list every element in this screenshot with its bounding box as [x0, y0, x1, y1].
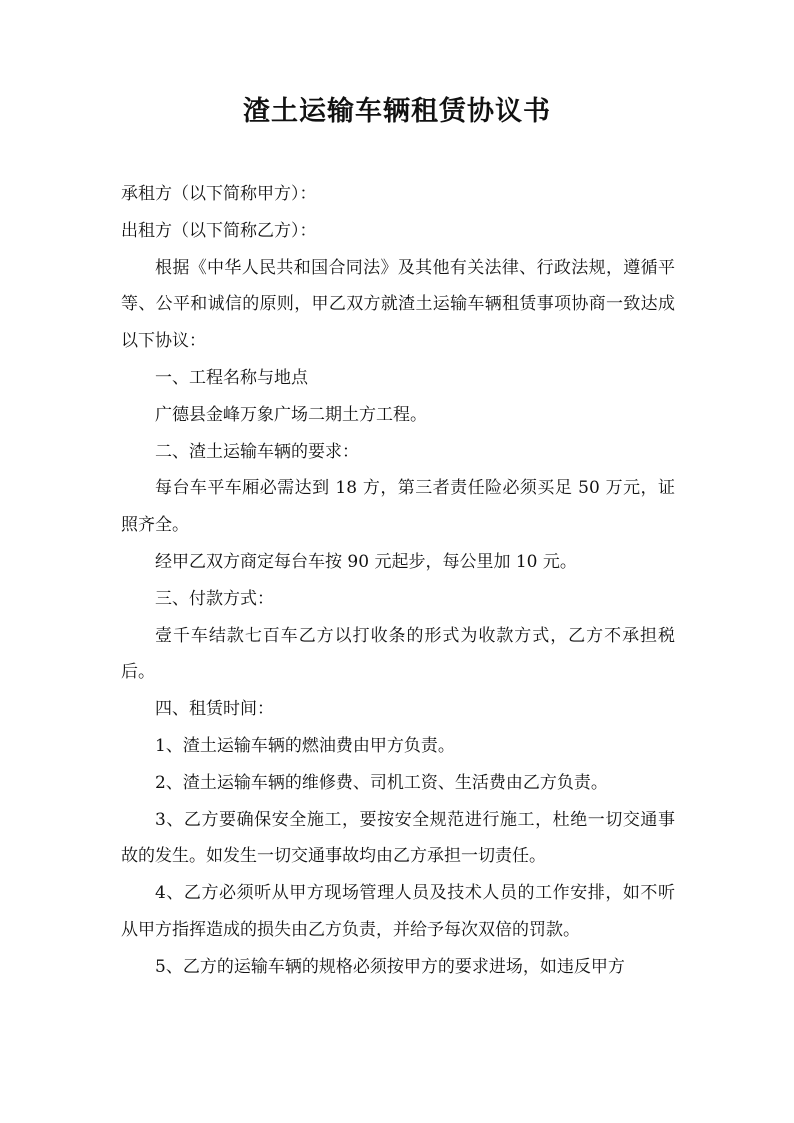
paragraph-vehicle-capacity: 每台车平车厢必需达到 18 方，第三者责任险必须买足 50 万元，证照齐全。 [121, 478, 675, 536]
clause-3-safety: 3、乙方要确保安全施工，要按安全规范进行施工，杜绝一切交通事故的发生。如发生一切交通事故均由乙方承担一切责任。 [121, 809, 675, 867]
paragraph-payment-terms: 壹千车结款七百车乙方以打收条的形式为收款方式，乙方不承担税后。 [121, 625, 675, 683]
paragraph-pricing: 经甲乙双方商定每台车按 90 元起步，每公里加 10 元。 [155, 551, 577, 572]
clause-1-fuel: 1、渣土运输车辆的燃油费由甲方负责。 [155, 735, 455, 756]
clause-2-maintenance: 2、渣土运输车辆的维修费、司机工资、生活费由乙方负责。 [155, 772, 608, 793]
clause-4-instructions: 4、乙方必须听从甲方现场管理人员及技术人员的工作安排，如不听从甲方指挥造成的损失由乙方负责，并给予每次双倍的罚款。 [121, 883, 675, 940]
document-body [121, 176, 675, 986]
paragraph-lessor: 出租方（以下简称乙方）： [121, 220, 317, 241]
paragraph-preamble: 根据《中华人民共和国合同法》及其他有关法律、行政法规，遵循平等、公平和诚信的原则，甲乙双方就渣土运输车辆租赁事项协商一致达成以下协议： [121, 257, 675, 352]
paragraph-project-location: 广德县金峰万象广场二期土方工程。 [155, 404, 427, 425]
section-heading-project: 一、工程名称与地点 [155, 367, 308, 388]
section-heading-lease-time: 四、租赁时间： [155, 699, 274, 720]
document-title: 渣土运输车辆租赁协议书 [243, 96, 551, 127]
paragraph-lessee: 承租方（以下简称甲方）： [121, 184, 317, 204]
section-heading-payment: 三、付款方式： [155, 588, 274, 609]
section-heading-vehicle-requirements: 二、渣土运输车辆的要求： [155, 441, 359, 462]
clause-5-vehicle-specs: 5、乙方的运输车辆的规格必须按甲方的要求进场，如违反甲方 [155, 956, 625, 977]
